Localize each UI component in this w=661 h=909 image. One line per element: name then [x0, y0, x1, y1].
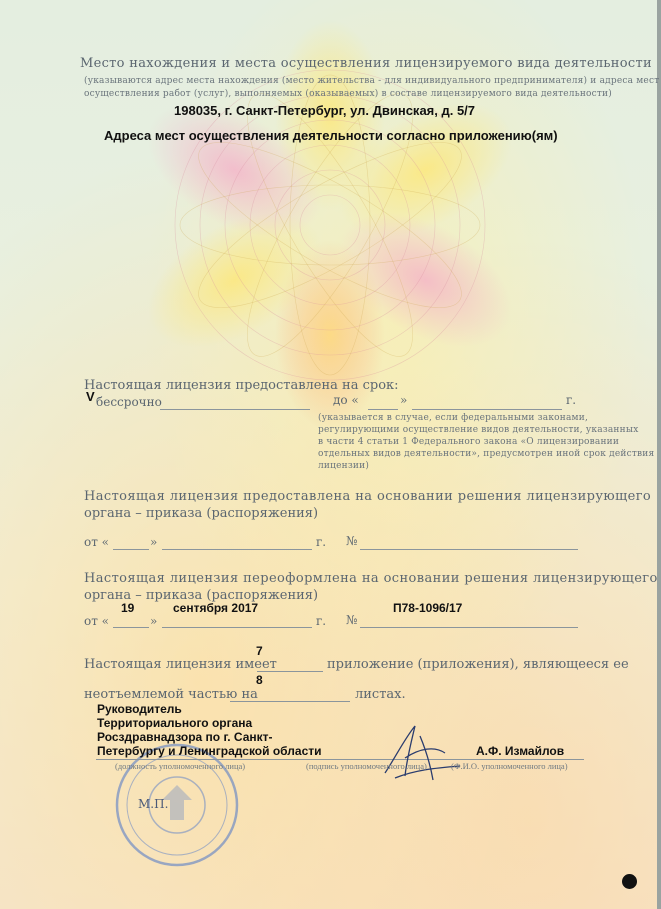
basis-close: » [150, 535, 158, 549]
term-indefinite: бессрочно [96, 395, 162, 409]
term-indefinite-line [160, 409, 310, 410]
term-until-line [412, 409, 562, 410]
attachments-line-2b: листах. [355, 687, 406, 702]
signatory-name: А.Ф. Измайлов [476, 744, 565, 758]
corner-dot [622, 874, 637, 889]
term-check-mark: V [86, 389, 95, 404]
attachments-pages: 8 [256, 673, 263, 687]
term-note-4: отдельных видов деятельности», предусмотрен иной срок действия [318, 449, 655, 459]
term-note-1: (указывается в случае, если федеральными законами, [318, 413, 589, 423]
signatory-position-2: Территориального органа [97, 716, 253, 730]
reissue-date-line [162, 627, 312, 628]
term-note-3: в части 4 статьи 1 Федерального закона «О лицензировании [318, 437, 620, 447]
reissue-line-2: органа – приказа (распоряжения) [84, 588, 319, 603]
seal-mark: М.П. [138, 797, 169, 811]
reissue-year: г. [316, 614, 327, 628]
label-position: (должность уполномоченного лица) [115, 761, 246, 771]
position-line [96, 759, 306, 760]
term-note-2: регулирующими осуществление видов деятельности, указанных [318, 425, 639, 435]
location-note-2: осуществления работ (услуг), выполняемых (оказываемых) в составе лицензируемого вида деятельности) [84, 89, 612, 99]
term-until-close: » [400, 393, 408, 407]
basis-number-line [360, 549, 578, 550]
term-until-day-line [368, 409, 398, 410]
basis-from: от « [84, 535, 110, 549]
location-heading: Место нахождения и места осуществления лицензируемого вида деятельности [80, 56, 652, 71]
reissue-number-line [360, 627, 578, 628]
basis-line-1: Настоящая лицензия предоставлена на основании решения лицензирующего [84, 489, 652, 504]
term-until: до « [333, 393, 359, 407]
attachments-count-line [257, 671, 323, 672]
basis-num: № [346, 534, 358, 548]
reissue-month-year: сентября 2017 [173, 601, 259, 615]
term-year: г. [566, 393, 577, 407]
reissue-day: 19 [121, 601, 135, 615]
attachments-line-1b: приложение (приложения), являющееся ее [327, 657, 629, 672]
name-line [444, 759, 584, 760]
reissue-num: № [346, 613, 358, 627]
basis-year: г. [316, 535, 327, 549]
basis-line-2: органа – приказа (распоряжения) [84, 506, 319, 521]
location-appendix-note: Адреса мест осуществления деятельности согласно приложению(ям) [104, 128, 558, 143]
term-heading: Настоящая лицензия предоставлена на срок: [84, 378, 399, 393]
page-edge [657, 0, 661, 909]
attachments-line-2a: неотъемлемой частью на [84, 687, 258, 702]
basis-date-line [162, 549, 312, 550]
attachments-count: 7 [256, 644, 263, 658]
signatory-position-1: Руководитель [97, 702, 182, 716]
reissue-number: П78-1096/17 [393, 601, 463, 615]
handwritten-signature [375, 718, 465, 788]
reissue-close: » [150, 614, 158, 628]
reissue-line-1: Настоящая лицензия переоформлена на основании решения лицензирующего [84, 571, 658, 586]
location-note-1: (указываются адрес места нахождения (место жительства - для индивидуального предпринимателя) и адреса мест [84, 76, 660, 86]
signatory-position-3: Росздравнадзора по г. Санкт- [97, 730, 273, 744]
location-address: 198035, г. Санкт-Петербург, ул. Двинская, д. 5/7 [174, 103, 476, 118]
attachments-pages-line [230, 701, 350, 702]
signatory-position-4: Петербургу и Ленинградской области [97, 744, 322, 758]
label-name: (Ф.И.О. уполномоченного лица) [451, 761, 568, 771]
reissue-from: от « [84, 614, 110, 628]
label-signature: (подпись уполномоченного лица) [306, 761, 427, 771]
term-note-5: лицензии) [318, 461, 370, 471]
attachments-line-1a: Настоящая лицензия имеет [84, 657, 277, 672]
reissue-day-line [113, 627, 149, 628]
basis-day-line [113, 549, 149, 550]
